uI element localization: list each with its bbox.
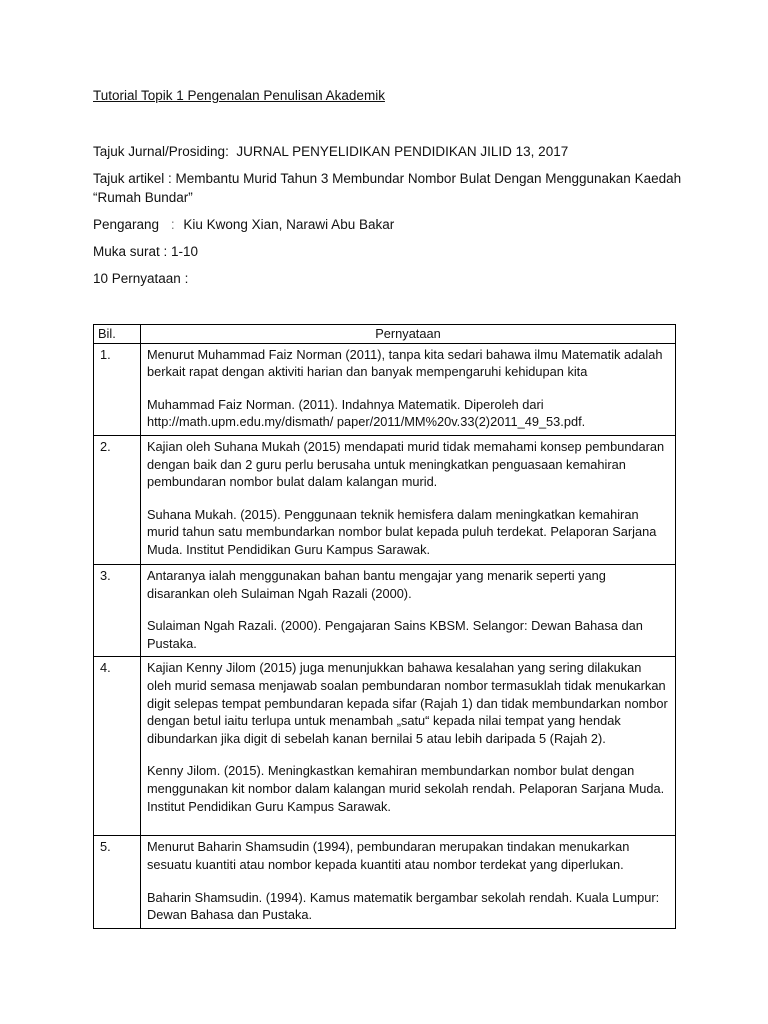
row-content [141, 343, 676, 435]
author-line [93, 215, 683, 234]
table-row [94, 836, 676, 928]
table-row [94, 657, 676, 836]
row-number: 5. [94, 836, 141, 928]
row-number: 3. [94, 564, 141, 656]
reference-text: Baharin Shamsudin. (1994). Kamus matematik bergambar sekolah rendah. Kuala Lumpur: Dewan Bahasa dan Pustaka. [147, 889, 660, 923]
reference-text: Kenny Jilom. (2015). Meningkastkan kemahiran membundarkan nombor bulat dengan menggunakan kit nombor dalam kalangan murid sekolah rendah. Pelaporan Sarjana Muda. Institut Pendidikan Guru Kampus Sarawak. [147, 763, 665, 814]
table-header-row [94, 325, 676, 344]
statement-count-label: 10 Pernyataan : [93, 271, 189, 286]
row-content [141, 657, 676, 836]
article-value: Membantu Murid Tahun 3 Membundar Nombor Bulat Dengan Menggunakan Kaedah “Rumah Bundar” [93, 171, 682, 205]
document-title: Tutorial Topik 1 Pengenalan Penulisan Akademik [93, 88, 385, 103]
statement-text: Kajian oleh Suhana Mukah (2015) mendapati murid tidak memahami konsep pembundaran dengan baik dan 2 guru perlu berusaha untuk meningkatkan penguasaan kemahiran pembundaran nombor bulat dalam kalangan murid. [147, 438, 665, 490]
statement-text: Kajian Kenny Jilom (2015) juga menunjukkan bahawa kesalahan yang sering dilakukan oleh murid semasa menjawab soalan pembundaran nombor termasuklah tidak menukarkan digit selepas tempat pembundaran kepada sifar (Rajah 1) dan tidak membundarkan nombor dengan betul iaitu terlupa untuk menambah „satu“ kepada nilai tempat yang hendak dibundarkan jika digit di sebelah kanan bernilai 5 atau lebih daripada 5 (Rajah 2). [147, 660, 668, 746]
row-number: 1. [94, 343, 141, 435]
row-number: 4. [94, 657, 141, 836]
statement-text: Menurut Baharin Shamsudin (1994), pembundaran merupakan tindakan menukarkan sesuatu kuantiti atau nombor kepada kuantiti atau nombor terdekat yang diperlukan. [147, 839, 630, 872]
author-value: Kiu Kwong Xian, Narawi Abu Bakar [183, 217, 395, 232]
statement-text: Menurut Muhammad Faiz Norman (2011), tanpa kita sedari bahawa ilmu Matematik adalah berkait rapat dengan aktiviti harian dan banyak mempengaruhi kehidupan kita [147, 346, 663, 380]
row-content [141, 435, 676, 564]
row-content [141, 836, 676, 928]
row-content [141, 564, 676, 656]
table-row [94, 564, 676, 656]
pages-line [93, 242, 683, 261]
journal-label: Tajuk Jurnal/Prosiding: [93, 144, 229, 159]
article-line [93, 169, 683, 207]
table-row [94, 435, 676, 564]
pages-value: 1-10 [171, 244, 199, 259]
statement-text: Antaranya ialah menggunakan bahan bantu mengajar yang menarik seperti yang disarankan oleh Sulaiman Ngah Razali (2000). [147, 567, 606, 601]
header-number: Bil. [94, 325, 141, 344]
statements-table [93, 324, 676, 929]
journal-line [93, 142, 683, 161]
article-label: Tajuk artikel : [93, 171, 172, 186]
pages-label: Muka surat : [93, 244, 168, 259]
reference-text: Muhammad Faiz Norman. (2011). Indahnya Matematik. Diperoleh dari http://math.upm.edu.my/dismath/ paper/2011/MM%20v.33(2)2011_49_53.pdf. [147, 396, 586, 430]
table-row [94, 343, 676, 435]
journal-value: JURNAL PENYELIDIKAN PENDIDIKAN JILID 13, 2017 [236, 144, 569, 159]
header-statement: Pernyataan [141, 325, 676, 344]
reference-text: Sulaiman Ngah Razali. (2000). Pengajaran Sains KBSM. Selangor: Dewan Bahasa dan Pustaka. [147, 618, 643, 651]
author-separator: : [170, 217, 175, 232]
author-label: Pengarang [93, 217, 160, 232]
row-number: 2. [94, 435, 141, 564]
reference-text: Suhana Mukah. (2015). Penggunaan teknik hemisfera dalam meningkatkan kemahiran murid tahun satu membundarkan nombor bulat kepada puluh terdekat. Pelaporan Sarjana Muda. Institut Pendidikan Guru Kampus Sarawak. [147, 506, 657, 557]
